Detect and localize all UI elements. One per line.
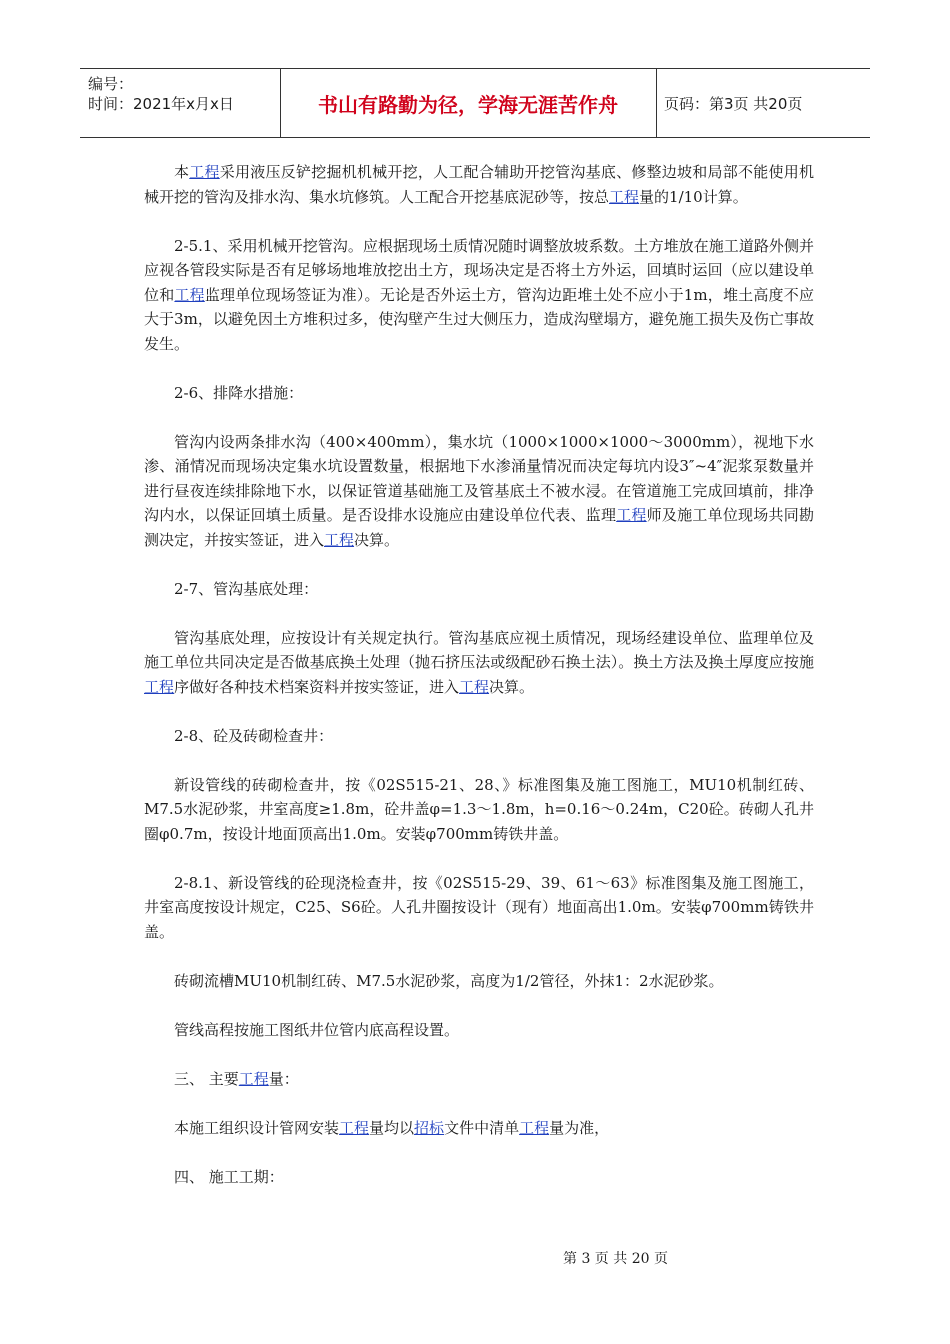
text-segment: 监理单位现场签证为准）。无论是否外运土方，管沟边距堆土处不应小于1m，堆土高度不应大于3m，以避免因土方堆积过多，使沟壁产生过大侧压力，造成沟壁塌方，避免施工损失及伤亡事故发生。 — [144, 285, 814, 353]
link-gongcheng[interactable]: 工程 — [238, 1069, 269, 1088]
paragraph-brick-well: 新设管线的砖砌检查井，按《02S515-21、28、》标准图集及施工图施工，MU10机制红砖、M7.5水泥砂浆，井室高度≥1.8m，砼井盖φ=1.3～1.8m，h=0.16～0.24m，C20砼。砖砌人孔井圈φ0.7m，按设计地面顶高出1.0m。安装φ700mm铸铁井盖。 — [144, 775, 814, 843]
paragraph-pipeline-elevation: 管线高程按施工图纸井位管内底高程设置。 — [174, 1020, 460, 1039]
paragraph-drainage — [144, 430, 814, 553]
header-motto: 书山有路勤为径，学海无涯苦作舟 — [280, 69, 657, 137]
text-segment: 量均以 — [369, 1118, 415, 1137]
date-label: 时间：2021年x月x日 — [88, 95, 234, 113]
paragraph-flow-channel: 砖砌流槽MU10机制红砖、M7.5水泥砂浆，高度为1/2管径，外抹1：2水泥砂浆。 — [174, 971, 724, 990]
text-segment: 师及施工单位现场共同勘测决定，并按实签证，进入 — [144, 506, 814, 549]
link-gongcheng[interactable]: 工程 — [189, 163, 220, 181]
text-segment: 管沟内设两条排水沟（400×400mm），集水坑（1000×1000×1000～3000mm），视地下水渗、涌情况而现场决定集水坑设置数量，根据地下水渗涌量情况而决定每坑内设3″~4″泥浆泵数量并进行昼夜连续排除地下水，以保证管道基础施工及管基底土不被水浸。在管道施工完成回填前，排净沟内水，以保证回填土质量。是否设排水设施应由建设单位代表、监理 — [144, 432, 814, 524]
paragraph-2-8-1: 2-8.1、新设管线的砼现浇检查井，按《02S515-29、39、61～63》标准图集及施工图施工，井室高度按设计规定，C25、S6砼。人孔井圈按设计（现有）地面高出1.0m。安装φ700mm铸铁井盖。 — [144, 873, 814, 941]
link-gongcheng[interactable]: 工程 — [459, 677, 490, 696]
header-left-cell — [80, 69, 281, 137]
text-segment: 三、 主要 — [174, 1069, 239, 1088]
page-footer: 第 3 页 共 20 页 — [563, 1251, 668, 1267]
number-label: 编号： — [88, 75, 134, 93]
text-segment: 决算。 — [354, 530, 400, 549]
text-segment: 量： — [268, 1069, 299, 1088]
document-body — [144, 160, 814, 1214]
heading-2-8: 2-8、砼及砖砌检查井： — [174, 726, 334, 745]
text-segment: 本 — [174, 163, 190, 181]
page-header — [80, 68, 870, 138]
link-gongcheng[interactable]: 工程 — [324, 530, 355, 549]
heading-section-4: 四、 施工工期： — [174, 1167, 284, 1186]
link-gongcheng[interactable]: 工程 — [144, 677, 175, 696]
heading-2-7: 2-7、管沟基底处理： — [174, 579, 319, 598]
link-gongcheng[interactable]: 工程 — [339, 1118, 370, 1137]
paragraph-excavation-method — [144, 160, 814, 209]
text-segment: 管沟基底处理，应按设计有关规定执行。管沟基底应视土质情况，现场经建设单位、监理单位及施工单位共同决定是否做基底换土处理（抛石挤压法或级配砂石换土法）。换土方法及换土厚度应按施 — [144, 628, 814, 671]
text-segment: 序做好各种技术档案资料并按实签证，进入 — [174, 677, 460, 696]
header-page-info: 页码：第3页 共20页 — [664, 95, 803, 113]
heading-section-3 — [144, 1067, 814, 1092]
link-gongcheng[interactable]: 工程 — [616, 506, 647, 524]
paragraph-2-5-1 — [144, 234, 814, 357]
text-segment: 量为准， — [549, 1118, 610, 1137]
text-segment: 采用液压反铲挖掘机机械开挖，人工配合辅助开挖管沟基底、修整边坡和局部不能使用机械开挖的管沟及排水沟、集水坑修筑。人工配合开挖基底泥砂等，按总 — [144, 163, 814, 206]
link-zhaobiao[interactable]: 招标 — [414, 1118, 445, 1137]
text-segment: 文件中清单 — [444, 1118, 520, 1137]
text-segment: 2-5.1、采用机械开挖管沟。应根据现场土质情况随时调整放坡系数。土方堆放在施工道路外侧并应视各管段实际是否有足够场地堆放挖出土方，现场决定是否将土方外运，回填时运回（应以建设单位和 — [144, 236, 814, 304]
text-segment: 决算。 — [489, 677, 535, 696]
paragraph-base-treatment — [144, 626, 814, 700]
text-segment: 本施工组织设计管网安装 — [174, 1118, 340, 1137]
heading-2-6: 2-6、排降水措施： — [174, 383, 304, 402]
link-gongcheng[interactable]: 工程 — [174, 285, 205, 304]
link-gongcheng[interactable]: 工程 — [609, 187, 640, 206]
text-segment: 量的1/10计算。 — [639, 187, 748, 206]
paragraph-quantity — [144, 1116, 814, 1141]
link-gongcheng[interactable]: 工程 — [519, 1118, 550, 1137]
